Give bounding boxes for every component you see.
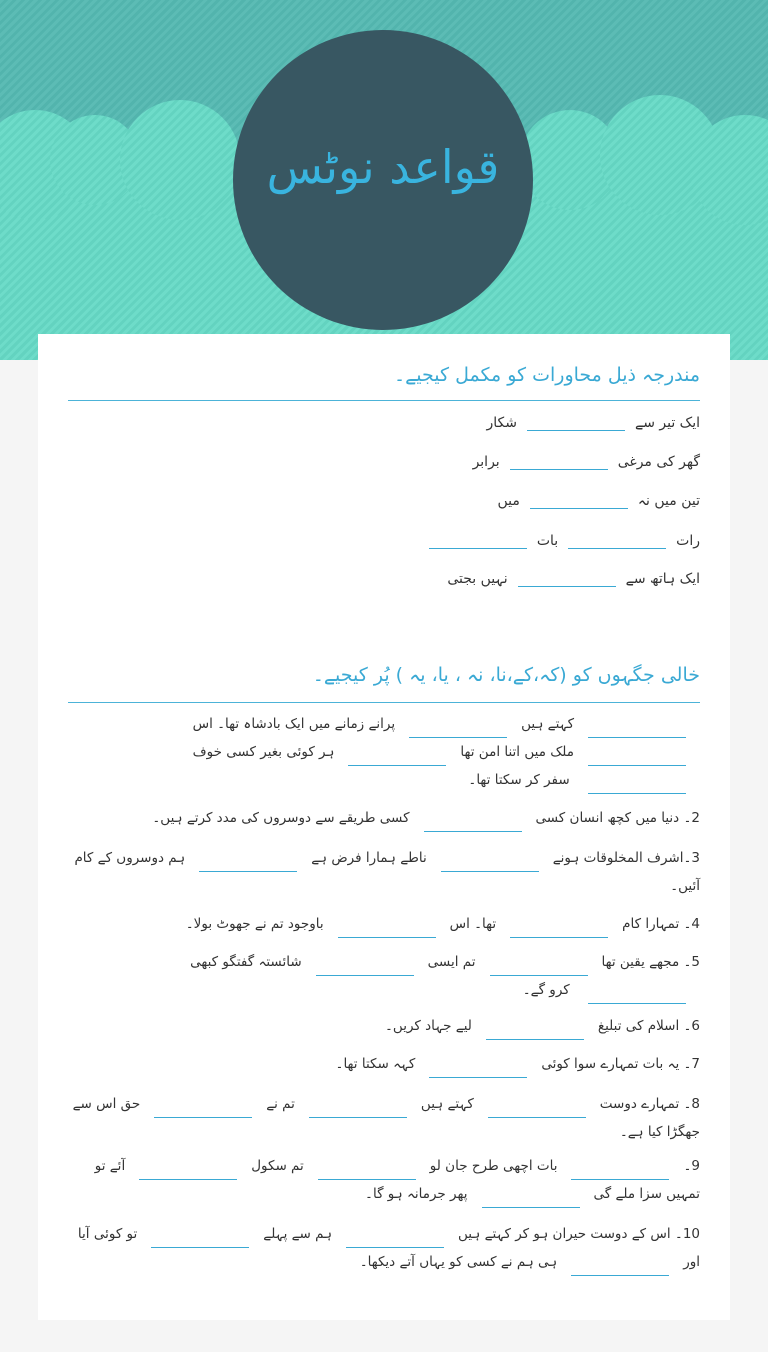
cloud-shape: [120, 100, 240, 220]
fill-blank[interactable]: [409, 721, 507, 738]
fill-blank[interactable]: [441, 855, 539, 872]
idiom-text: ایک تیر سے: [635, 415, 700, 431]
question-text: جھگڑا کیا ہے۔: [619, 1124, 700, 1140]
question-item: [68, 1050, 700, 1078]
fill-blank[interactable]: [571, 1163, 669, 1180]
question-text: تم ایسی: [427, 954, 476, 970]
question-text: بات اچھی طرح جان لو: [429, 1158, 558, 1174]
question-text: 6۔ اسلام کی تبلیغ: [597, 1018, 700, 1034]
question-item: [68, 710, 700, 794]
question-item: [68, 844, 700, 900]
question-text: پرانے زمانے میں ایک بادشاہ تھا۔ اس: [192, 716, 396, 732]
question-text: تم سکول: [251, 1158, 304, 1174]
idiom-text: شکار: [486, 415, 517, 431]
question-item: [68, 1090, 700, 1146]
question-text: آئے تو: [94, 1158, 126, 1174]
question-text: آیا اور: [77, 1226, 700, 1270]
question-text: ہم سے پہلے: [263, 1226, 333, 1242]
question-text: 5۔ مجھے یقین تھا: [601, 954, 700, 970]
fill-blank[interactable]: [490, 959, 588, 976]
fill-blank[interactable]: [424, 815, 522, 832]
question-text: کام آئیں۔: [74, 850, 700, 894]
fill-blank[interactable]: [151, 1231, 249, 1248]
fill-blank[interactable]: [530, 492, 628, 509]
question-text: سفر کر سکتا تھا۔: [468, 772, 570, 788]
idiom-text: گھر کی مرغی: [617, 454, 700, 470]
question-text: 4۔ تمہارا کام: [622, 916, 700, 932]
fill-blank[interactable]: [429, 532, 527, 549]
section2-title: خالی جگہوں کو (کہ،کے،نا، نہ ، یا، یہ ) پُر کیجیے۔: [312, 664, 700, 686]
question-text: لیے جہاد کریں۔: [385, 1018, 472, 1034]
page-title: قواعد نوٹس: [266, 140, 500, 194]
question-text: تم نے: [266, 1096, 295, 1112]
question-text: کرو گے۔: [522, 982, 570, 998]
question-text: کہہ سکتا تھا۔: [335, 1056, 416, 1072]
fill-blank[interactable]: [527, 414, 625, 431]
question-text: شائستہ گفتگو کبھی: [190, 954, 302, 970]
question-text: کسی طریقے سے دوسروں کی مدد کرتے ہیں۔: [152, 810, 410, 826]
section1-divider: [68, 400, 700, 401]
question-item: [68, 910, 700, 938]
fill-blank[interactable]: [588, 987, 686, 1004]
section1-title: مندرجہ ذیل محاورات کو مکمل کیجیے۔: [394, 364, 700, 386]
question-text: ملک میں اتنا امن تھا: [460, 744, 574, 760]
idiom-item: [447, 570, 700, 587]
fill-blank[interactable]: [139, 1163, 237, 1180]
header-banner: [0, 0, 768, 360]
question-text: باوجود تم نے جھوٹ بولا۔: [185, 916, 324, 932]
fill-blank[interactable]: [346, 1231, 444, 1248]
fill-blank[interactable]: [510, 921, 608, 938]
idiom-item: [473, 453, 700, 470]
idiom-item: [419, 532, 700, 549]
question-text: کہتے ہیں: [521, 716, 574, 732]
worksheet-card: [38, 334, 730, 1320]
question-item: [68, 1220, 700, 1276]
idiom-item: [487, 414, 701, 431]
fill-blank[interactable]: [510, 453, 608, 470]
question-text: 10۔ اس کے دوست حیران ہو کر کہتے ہیں: [458, 1226, 700, 1242]
fill-blank[interactable]: [486, 1023, 584, 1040]
idiom-text: برابر: [472, 454, 500, 470]
question-text: کہتے ہیں: [420, 1096, 474, 1112]
idiom-text: تین میں نہ: [637, 493, 700, 509]
section2-divider: [68, 702, 700, 703]
question-item: [68, 948, 700, 1004]
idiom-text: میں: [497, 493, 520, 509]
idiom-text: ایک ہاتھ سے: [625, 571, 700, 587]
fill-blank[interactable]: [588, 777, 686, 794]
question-text: 8۔ تمہارے دوست: [599, 1096, 700, 1112]
idiom-text: بات: [536, 533, 559, 549]
fill-blank[interactable]: [199, 855, 297, 872]
fill-blank[interactable]: [348, 749, 446, 766]
question-text: تھا۔ اس: [449, 916, 497, 932]
fill-blank[interactable]: [309, 1101, 407, 1118]
question-text: ہم دوسروں کے: [97, 850, 186, 866]
idiom-text: نہیں بجتی: [447, 571, 508, 587]
fill-blank[interactable]: [568, 532, 666, 549]
question-text: ناطے ہمارا فرض ہے: [311, 850, 427, 866]
idiom-text: رات: [676, 533, 700, 549]
question-text: ہی ہم نے کسی کو یہاں آتے دیکھا۔: [359, 1254, 558, 1270]
fill-blank[interactable]: [488, 1101, 586, 1118]
idiom-item: [497, 492, 700, 509]
fill-blank[interactable]: [518, 570, 616, 587]
question-text: حق اس سے: [72, 1096, 141, 1112]
question-text: پھر جرمانہ ہو گا۔: [365, 1186, 468, 1202]
question-text: 2۔ دنیا میں کچھ انسان کسی: [535, 810, 700, 826]
question-item: [68, 804, 700, 832]
fill-blank[interactable]: [154, 1101, 252, 1118]
question-item: [68, 1152, 700, 1208]
question-item: [68, 1012, 700, 1040]
question-text: تمہیں سزا ملے گی: [593, 1186, 700, 1202]
fill-blank[interactable]: [588, 721, 686, 738]
fill-blank[interactable]: [318, 1163, 416, 1180]
fill-blank[interactable]: [571, 1259, 669, 1276]
fill-blank[interactable]: [338, 921, 436, 938]
fill-blank[interactable]: [482, 1191, 580, 1208]
question-text: 3۔اشرف المخلوقات ہونے: [552, 850, 700, 866]
question-text: ہر کوئی بغیر کسی خوف: [192, 744, 335, 760]
fill-blank[interactable]: [316, 959, 414, 976]
question-text: 9۔: [683, 1158, 700, 1174]
question-text: تو کوئی: [93, 1226, 138, 1242]
fill-blank[interactable]: [588, 749, 686, 766]
question-text: 7۔ یہ بات تمہارے سوا کوئی: [541, 1056, 700, 1072]
fill-blank[interactable]: [429, 1061, 527, 1078]
